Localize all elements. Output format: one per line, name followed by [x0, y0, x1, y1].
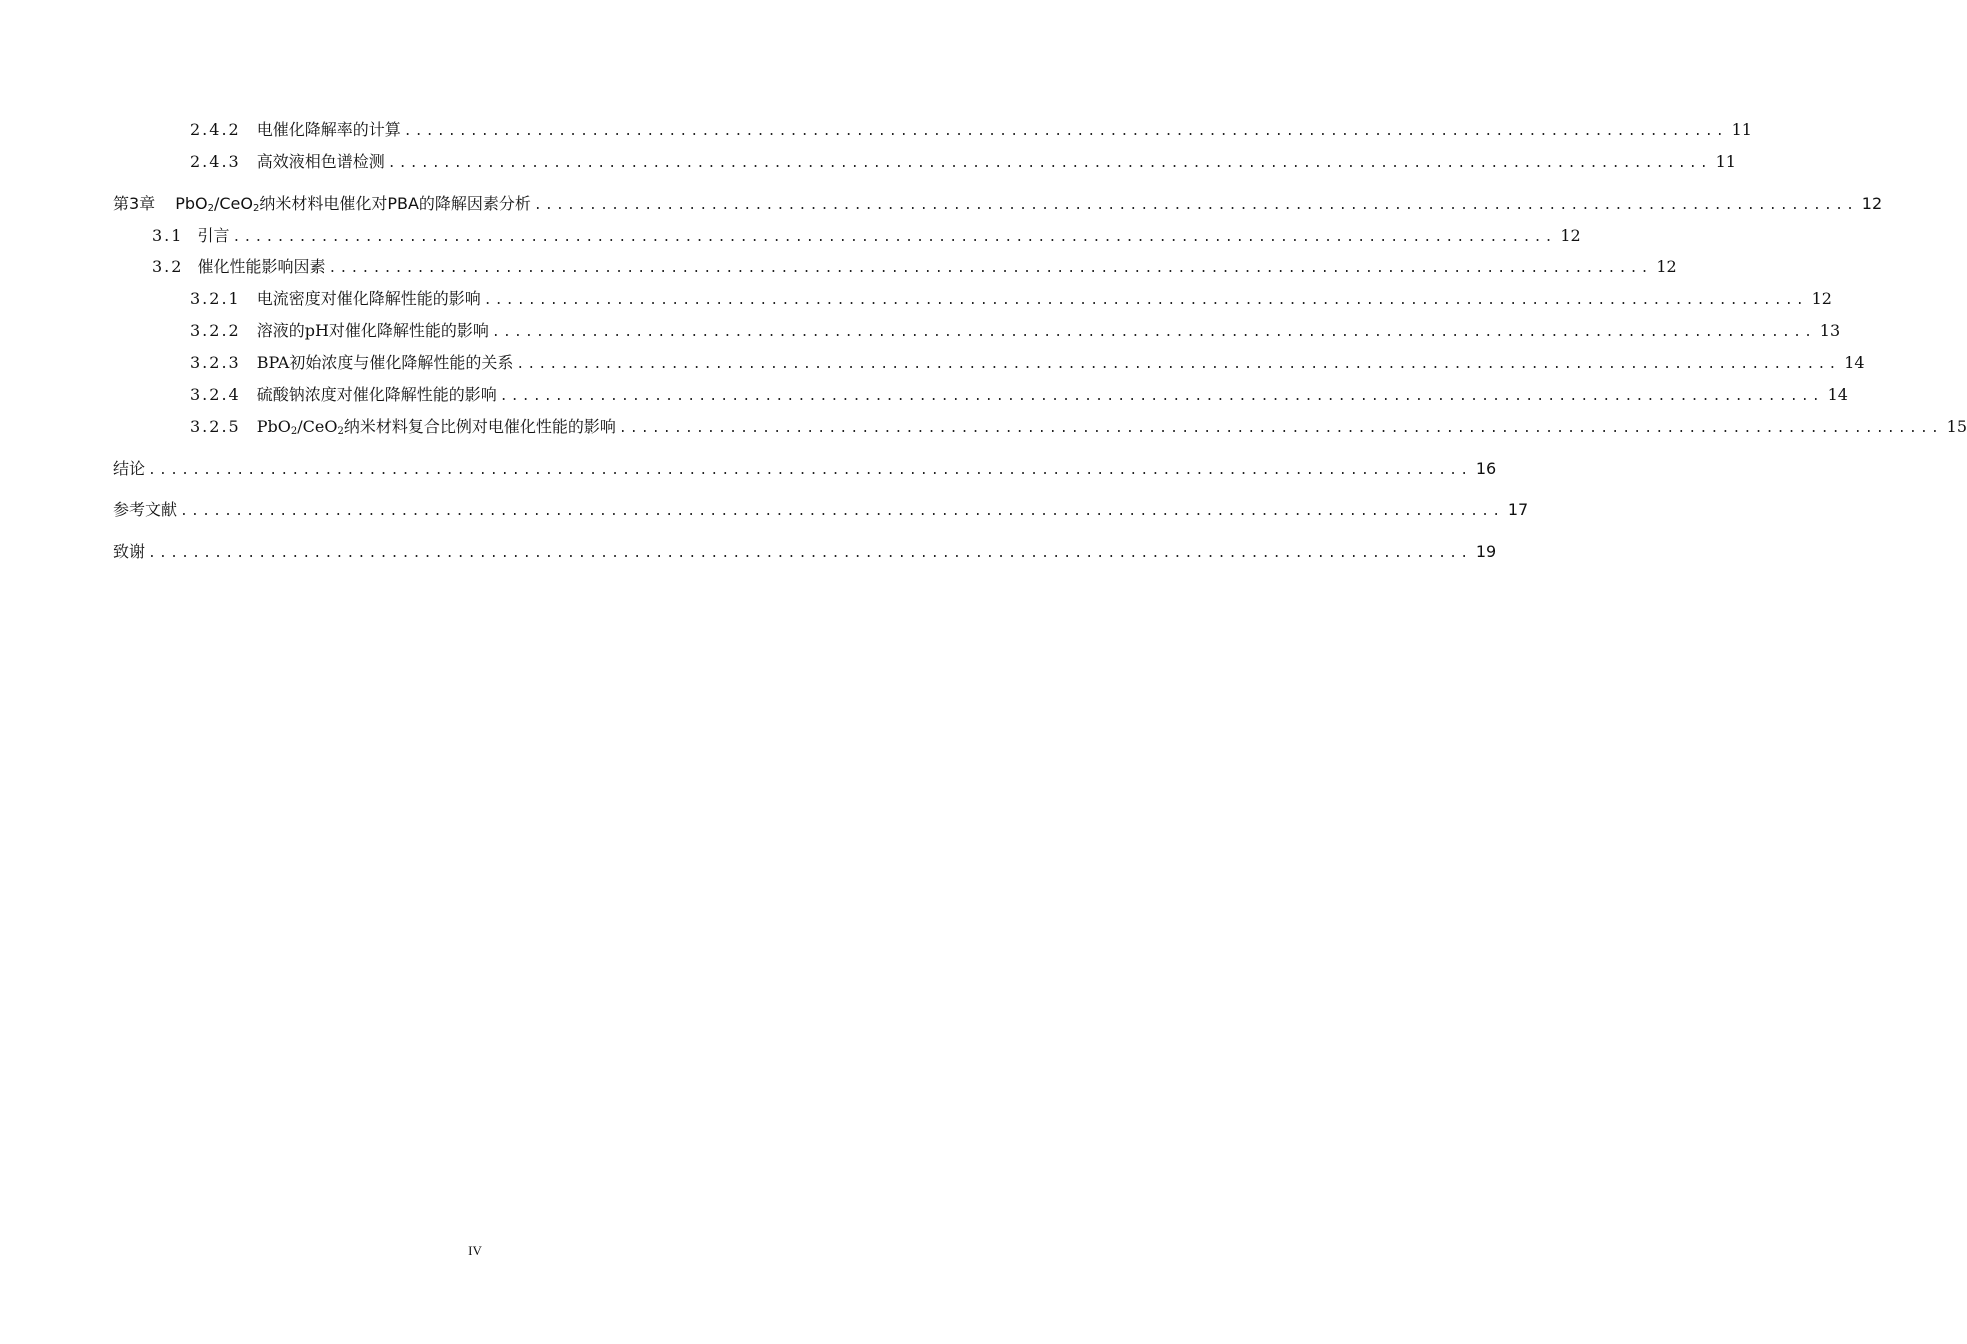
dot-leader: ........................................................................................................................ — [533, 198, 1858, 213]
toc-section-number: 3.2 — [152, 257, 184, 276]
toc-page-number: 13 — [1819, 321, 1841, 340]
toc-page-number: 15 — [1946, 417, 1967, 436]
toc-entry-3-2-2[interactable] — [190, 318, 1841, 344]
dot-leader: ........................................................................................................................ — [516, 357, 1840, 372]
dot-leader: ........................................................................................................................ — [403, 124, 1727, 139]
toc-section-number: 3.1 — [152, 226, 184, 245]
toc-entry-2-4-2[interactable] — [190, 117, 1752, 143]
toc-page-number: 12 — [1861, 194, 1883, 213]
toc-entry-title: 催化性能影响因素 — [197, 257, 326, 276]
toc-entry-2-4-3[interactable] — [190, 149, 1736, 175]
toc-section-number: 3.2.3 — [190, 353, 241, 372]
toc-entry-conclusion[interactable] — [113, 456, 1497, 482]
toc-entry-3-2[interactable] — [152, 254, 1677, 280]
toc-entry-acknowledgements[interactable] — [113, 539, 1497, 565]
dot-leader: ........................................................................................................................ — [499, 389, 1823, 404]
toc-entry-title: 致谢 — [113, 542, 146, 561]
toc-entry-3-2-5[interactable] — [190, 414, 1967, 440]
toc-page-number: 16 — [1475, 459, 1497, 478]
toc-section-number: 3.2.2 — [190, 321, 241, 340]
toc-entry-3-1[interactable] — [152, 223, 1581, 249]
dot-leader: ........................................................................................................................ — [387, 156, 1711, 171]
toc-chapter-number: 第3章 — [113, 194, 156, 213]
toc-section-number: 3.2.1 — [190, 289, 241, 308]
toc-section-number: 2.4.2 — [190, 120, 241, 139]
toc-entry-title: BPA初始浓度与催化降解性能的关系 — [256, 353, 514, 372]
toc-entry-3-2-3[interactable] — [190, 350, 1865, 376]
dot-leader: ........................................................................................................................ — [232, 230, 1556, 245]
dot-leader: ........................................................................................................................ — [483, 293, 1807, 308]
toc-page-number: 11 — [1731, 120, 1752, 139]
toc-section-number: 3.2.4 — [190, 385, 241, 404]
page-number-footer: IV — [468, 1243, 482, 1258]
toc-entry-references[interactable] — [113, 497, 1529, 523]
dot-leader: ........................................................................................................................ — [180, 504, 1504, 519]
toc-entry-title: 电催化降解率的计算 — [256, 120, 401, 139]
toc-page-number: 12 — [1560, 226, 1581, 245]
dot-leader: ........................................................................................................................ — [148, 546, 1472, 561]
toc-entry-3-2-4[interactable] — [190, 382, 1848, 408]
dot-leader: ........................................................................................................................ — [491, 325, 1816, 340]
toc-entry-title: 结论 — [113, 459, 146, 478]
toc-page-number: 19 — [1475, 542, 1497, 561]
toc-entry-title: PbO$_2$/CeO$_2$纳米材料电催化对PBA的降解因素分析 — [175, 194, 531, 214]
toc-entry-title: PbO$_2$/CeO$_2$纳米材料复合比例对电催化性能的影响 — [256, 417, 616, 437]
toc-page-number: 14 — [1844, 353, 1865, 372]
toc-entry-title: 硫酸钠浓度对催化降解性能的影响 — [256, 385, 497, 404]
toc-page-number: 11 — [1715, 152, 1736, 171]
toc-entry-chapter-3[interactable] — [113, 191, 1883, 217]
toc-section-number: 2.4.3 — [190, 152, 241, 171]
toc-entry-3-2-1[interactable] — [190, 286, 1832, 312]
toc-page-number: 17 — [1507, 500, 1529, 519]
dot-leader: ........................................................................................................................ — [148, 463, 1472, 478]
toc-entry-title: 电流密度对催化降解性能的影响 — [256, 289, 481, 308]
dot-leader: ........................................................................................................................ — [328, 261, 1652, 276]
toc-section-number: 3.2.5 — [190, 417, 241, 436]
toc-entry-title: 引言 — [197, 226, 230, 245]
toc-page-number: 12 — [1656, 257, 1677, 276]
toc-entry-title: 参考文献 — [113, 500, 178, 519]
dot-leader: ........................................................................................................................ — [618, 421, 1943, 436]
toc-entry-title: 高效液相色谱检测 — [256, 152, 385, 171]
toc-entry-title: 溶液的pH对催化降解性能的影响 — [256, 321, 489, 340]
toc-page-number: 12 — [1811, 289, 1832, 308]
toc-page-number: 14 — [1827, 385, 1848, 404]
